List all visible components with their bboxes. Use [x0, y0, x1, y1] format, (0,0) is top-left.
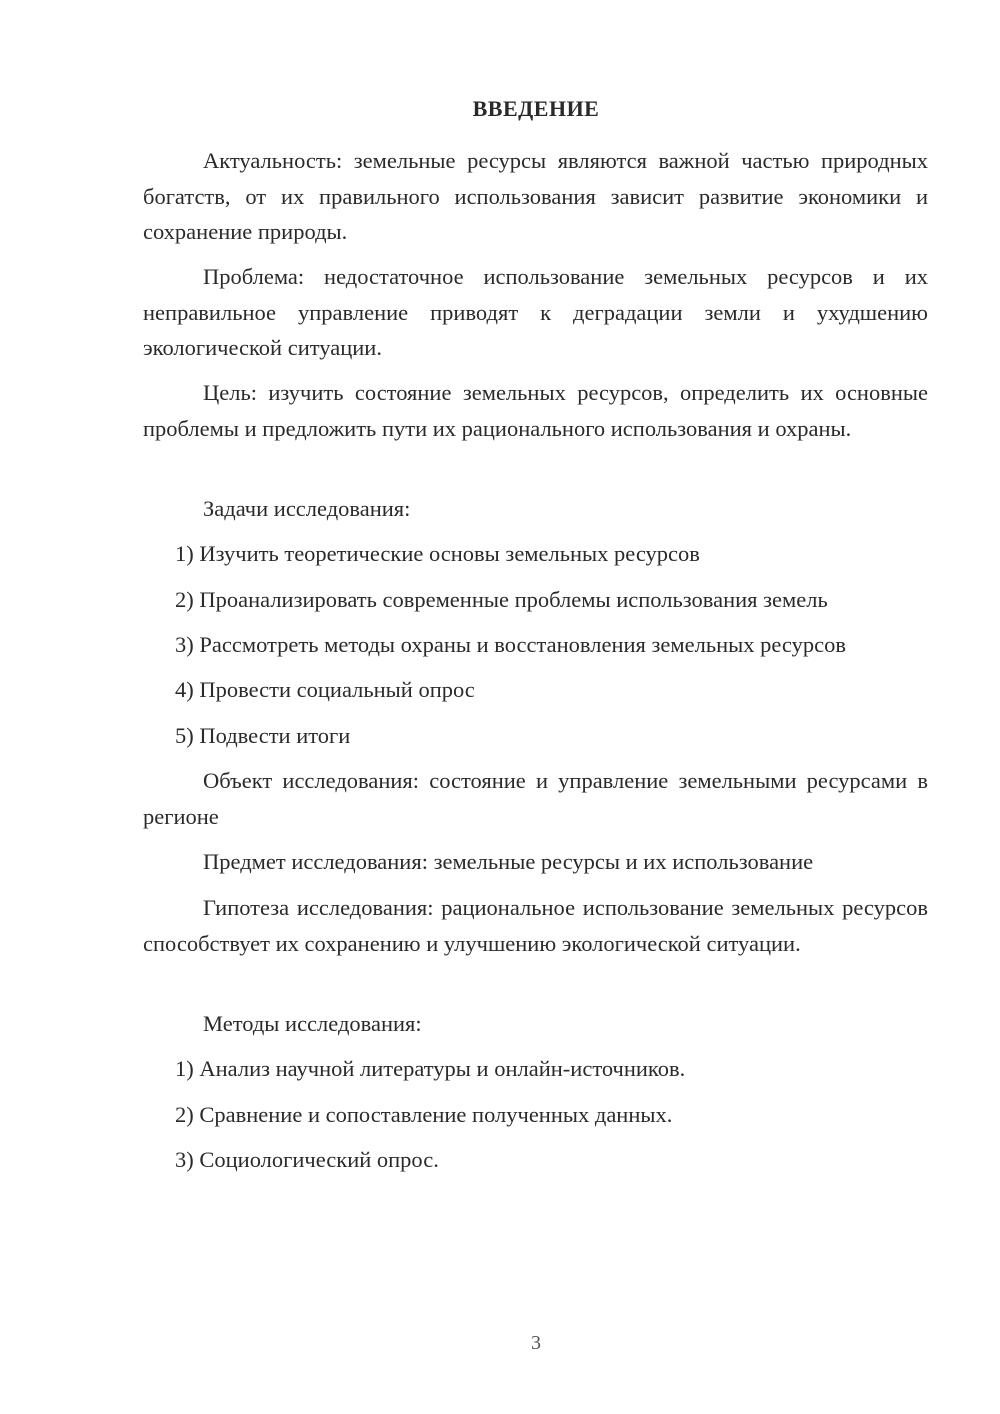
page-number: 3	[531, 1332, 541, 1354]
paragraph-problem: Проблема: недостаточное использование земельных ресурсов и их неправильное управление приводят к деградации земли и ухудшению экологической ситуации.	[143, 264, 928, 360]
task-list-item: 3) Рассмотреть методы охраны и восстановления земельных ресурсов	[175, 632, 846, 657]
method-list-item: 3) Социологический опрос.	[175, 1147, 439, 1172]
paragraph-tasks-heading: Задачи исследования:	[203, 496, 411, 521]
task-list-item: 2) Проанализировать современные проблемы использования земель	[175, 587, 828, 612]
task-list-item: 4) Провести социальный опрос	[175, 677, 475, 702]
method-list-item: 1) Анализ научной литературы и онлайн-источников.	[175, 1056, 686, 1081]
paragraph-relevance: Актуальность: земельные ресурсы являются важной частью природных богатств, от их правильного использования зависит развитие экономики и сохранение природы.	[143, 148, 928, 244]
paragraph-methods-heading: Методы исследования:	[203, 1011, 422, 1036]
method-list-item: 2) Сравнение и сопоставление полученных данных.	[175, 1102, 673, 1127]
section-heading: ВВЕДЕНИЕ	[472, 96, 600, 121]
task-list-item: 1) Изучить теоретические основы земельных ресурсов	[175, 541, 700, 566]
task-list-item: 5) Подвести итоги	[175, 723, 351, 748]
paragraph-subject: Предмет исследования: земельные ресурсы и их использование	[203, 849, 814, 874]
paragraph-object: Объект исследования: состояние и управление земельными ресурсами в регионе	[143, 768, 928, 829]
paragraph-hypothesis: Гипотеза исследования: рациональное использование земельных ресурсов способствует их сохранению и улучшению экологической ситуации.	[143, 895, 928, 956]
paragraph-goal: Цель: изучить состояние земельных ресурсов, определить их основные проблемы и предложить пути их рационального использования и охраны.	[143, 380, 928, 441]
